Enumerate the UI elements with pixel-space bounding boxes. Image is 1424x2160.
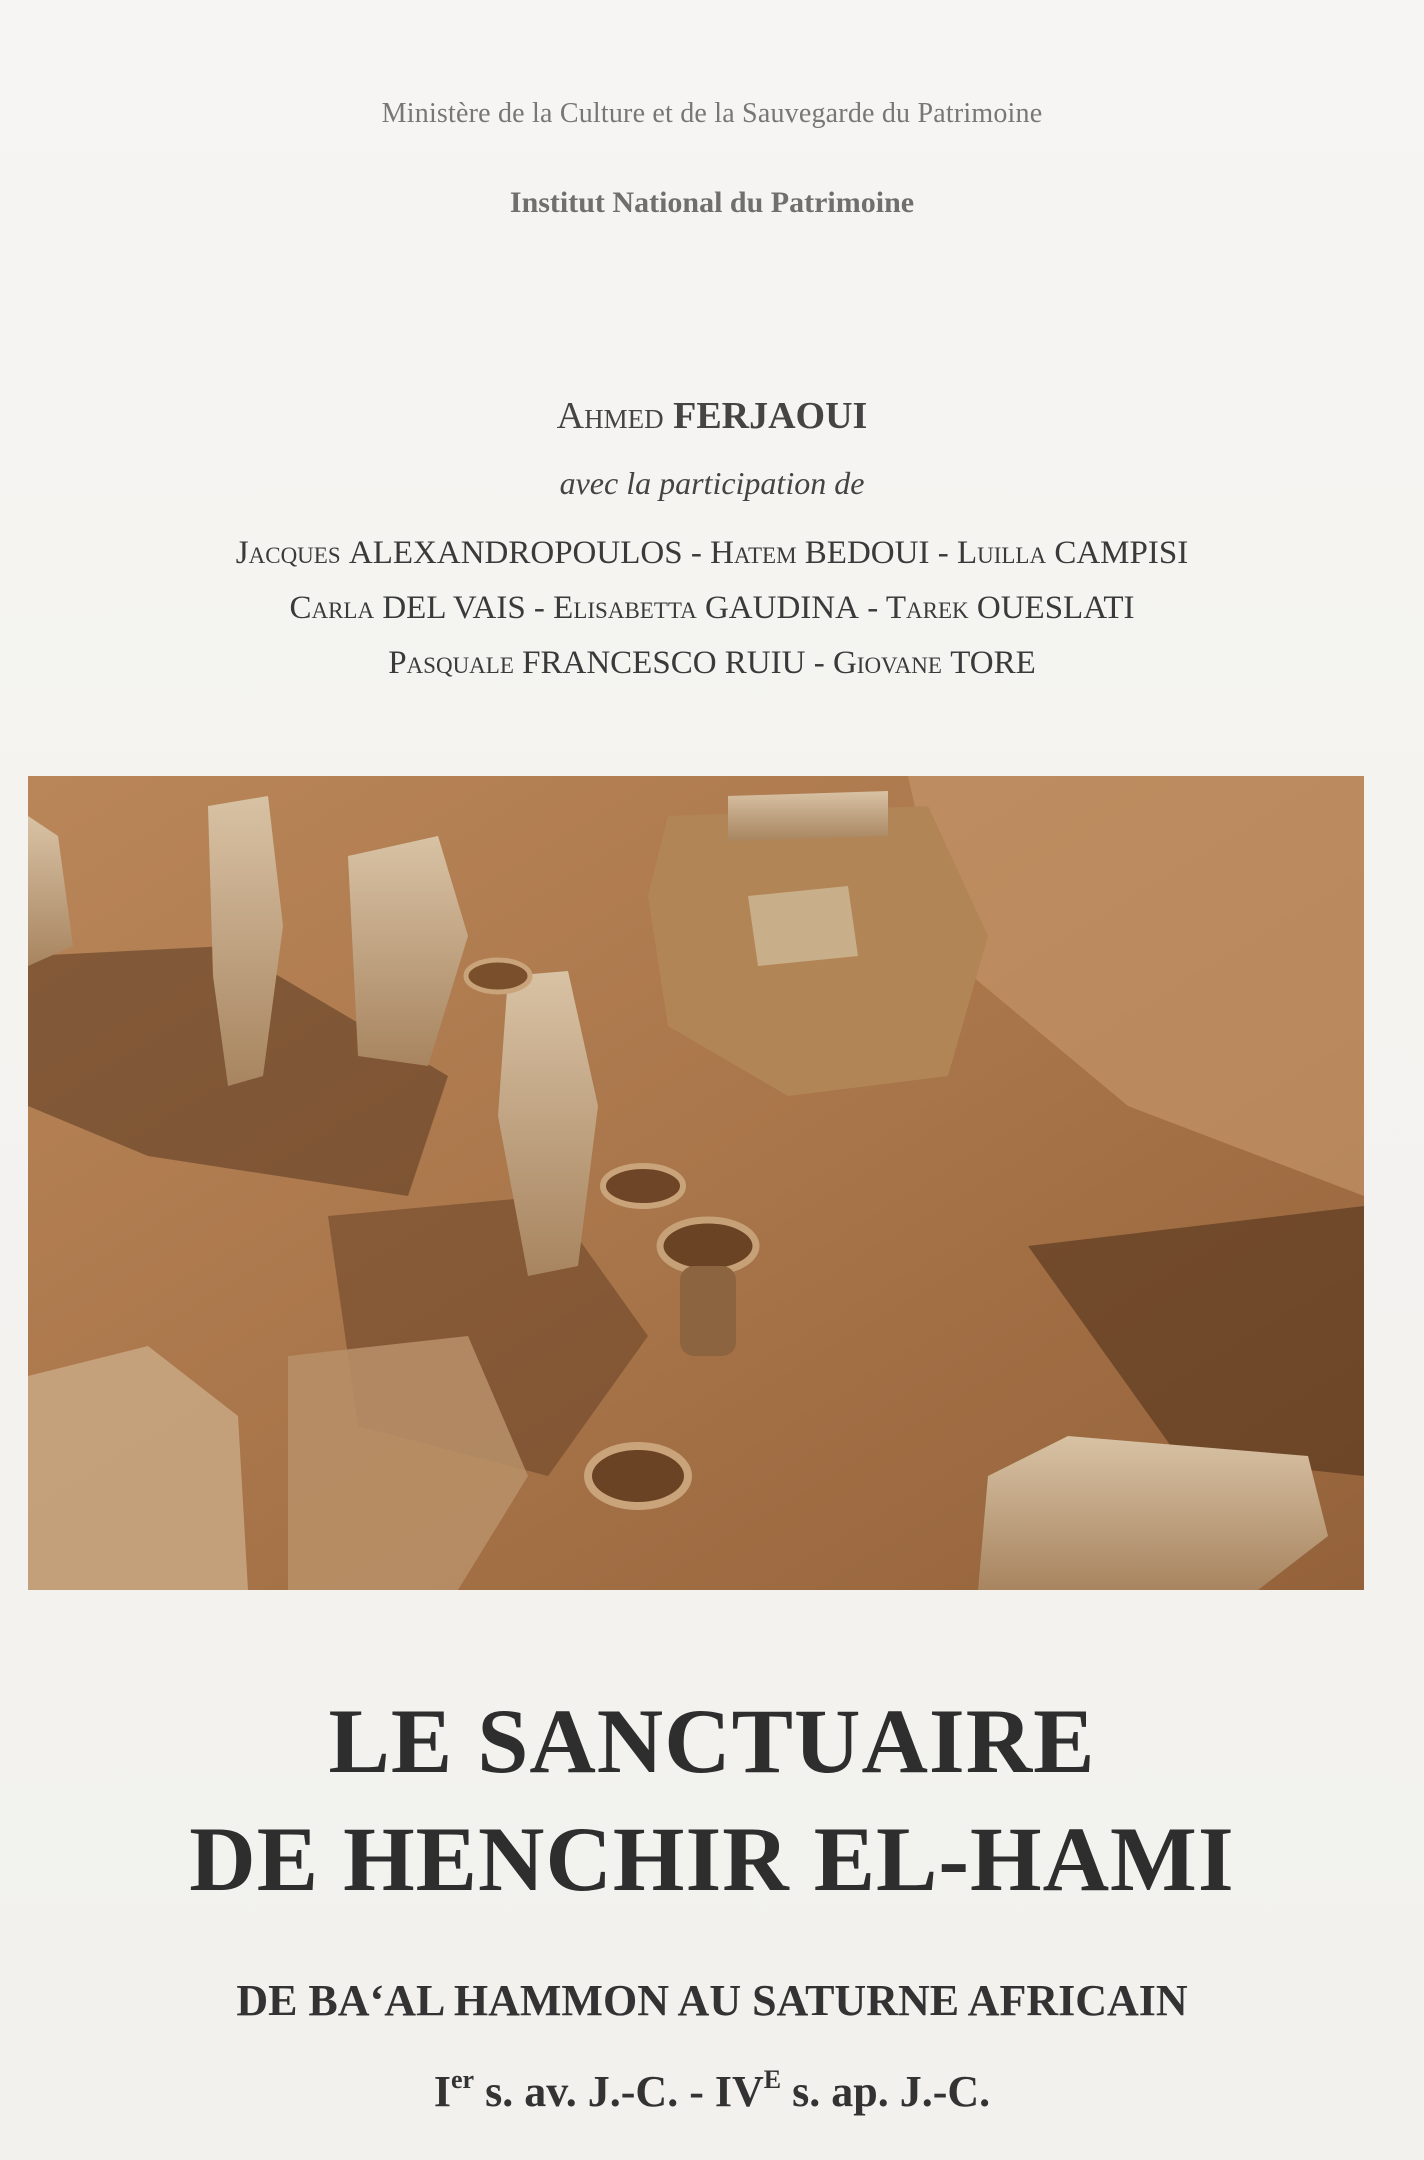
contributor-last-name: BEDOUI <box>804 535 930 571</box>
contributor-last-name: DEL VAIS <box>382 590 526 626</box>
end-century: IV <box>714 2067 764 2116</box>
excavation-photo <box>28 776 1364 1590</box>
contributor-first-name: Pasquale <box>388 645 514 681</box>
subtitle: DE BA‘AL HAMMON AU SATURNE AFRICAIN <box>236 1976 1188 2025</box>
contributors-line-2: Carla DEL VAIS - Elisabetta GAUDINA - Tarek OUESLATI <box>289 590 1135 626</box>
end-era: s. ap. J.-C. <box>781 2067 991 2116</box>
end-century-suffix: E <box>763 2065 782 2094</box>
ministry-name: Ministère de la Culture et de la Sauvegarde du Patrimoine <box>381 98 1043 129</box>
contributor-first-name: Tarek <box>885 590 969 626</box>
participation-label: avec la participation de <box>559 465 865 501</box>
author <box>0 394 1424 438</box>
contributor-first-name: Luilla <box>956 535 1047 571</box>
cover-photo <box>28 776 1364 1590</box>
start-century: I <box>433 2067 451 2116</box>
contributor-last-name: GAUDINA <box>704 590 859 626</box>
author-last-name: FERJAOUI <box>673 395 868 437</box>
contributor-first-name: Giovane <box>832 645 942 681</box>
contributor-first-name: Hatem <box>710 535 797 571</box>
title-line-2: DE HENCHIR EL-HAMI <box>189 1808 1235 1910</box>
title-line-1: LE SANCTUAIRE <box>328 1690 1096 1792</box>
contributor-last-name: CAMPISI <box>1054 535 1189 571</box>
contributor-first-name: Carla <box>289 590 375 626</box>
contributor-last-name: OUESLATI <box>976 590 1135 626</box>
contributor-last-name: ALEXANDROPOULOS <box>348 535 683 571</box>
contributor-first-name: Elisabetta <box>553 590 697 626</box>
date-range <box>0 2065 1424 2117</box>
contributors-line-1: Jacques ALEXANDROPOULOS - Hatem BEDOUI - Luilla CAMPISI <box>235 535 1189 571</box>
contributor-last-name: FRANCESCO RUIU <box>522 645 806 681</box>
contributors-line-3: Pasquale FRANCESCO RUIU - Giovane TORE <box>388 645 1036 681</box>
start-century-suffix: er <box>450 2065 475 2094</box>
author-first-name: Ahmed <box>556 395 664 437</box>
institute-name: Institut National du Patrimoine <box>509 186 915 219</box>
start-era: s. av. J.-C. - <box>474 2067 715 2116</box>
contributor-last-name: TORE <box>950 645 1036 681</box>
contributor-first-name: Jacques <box>235 535 341 571</box>
